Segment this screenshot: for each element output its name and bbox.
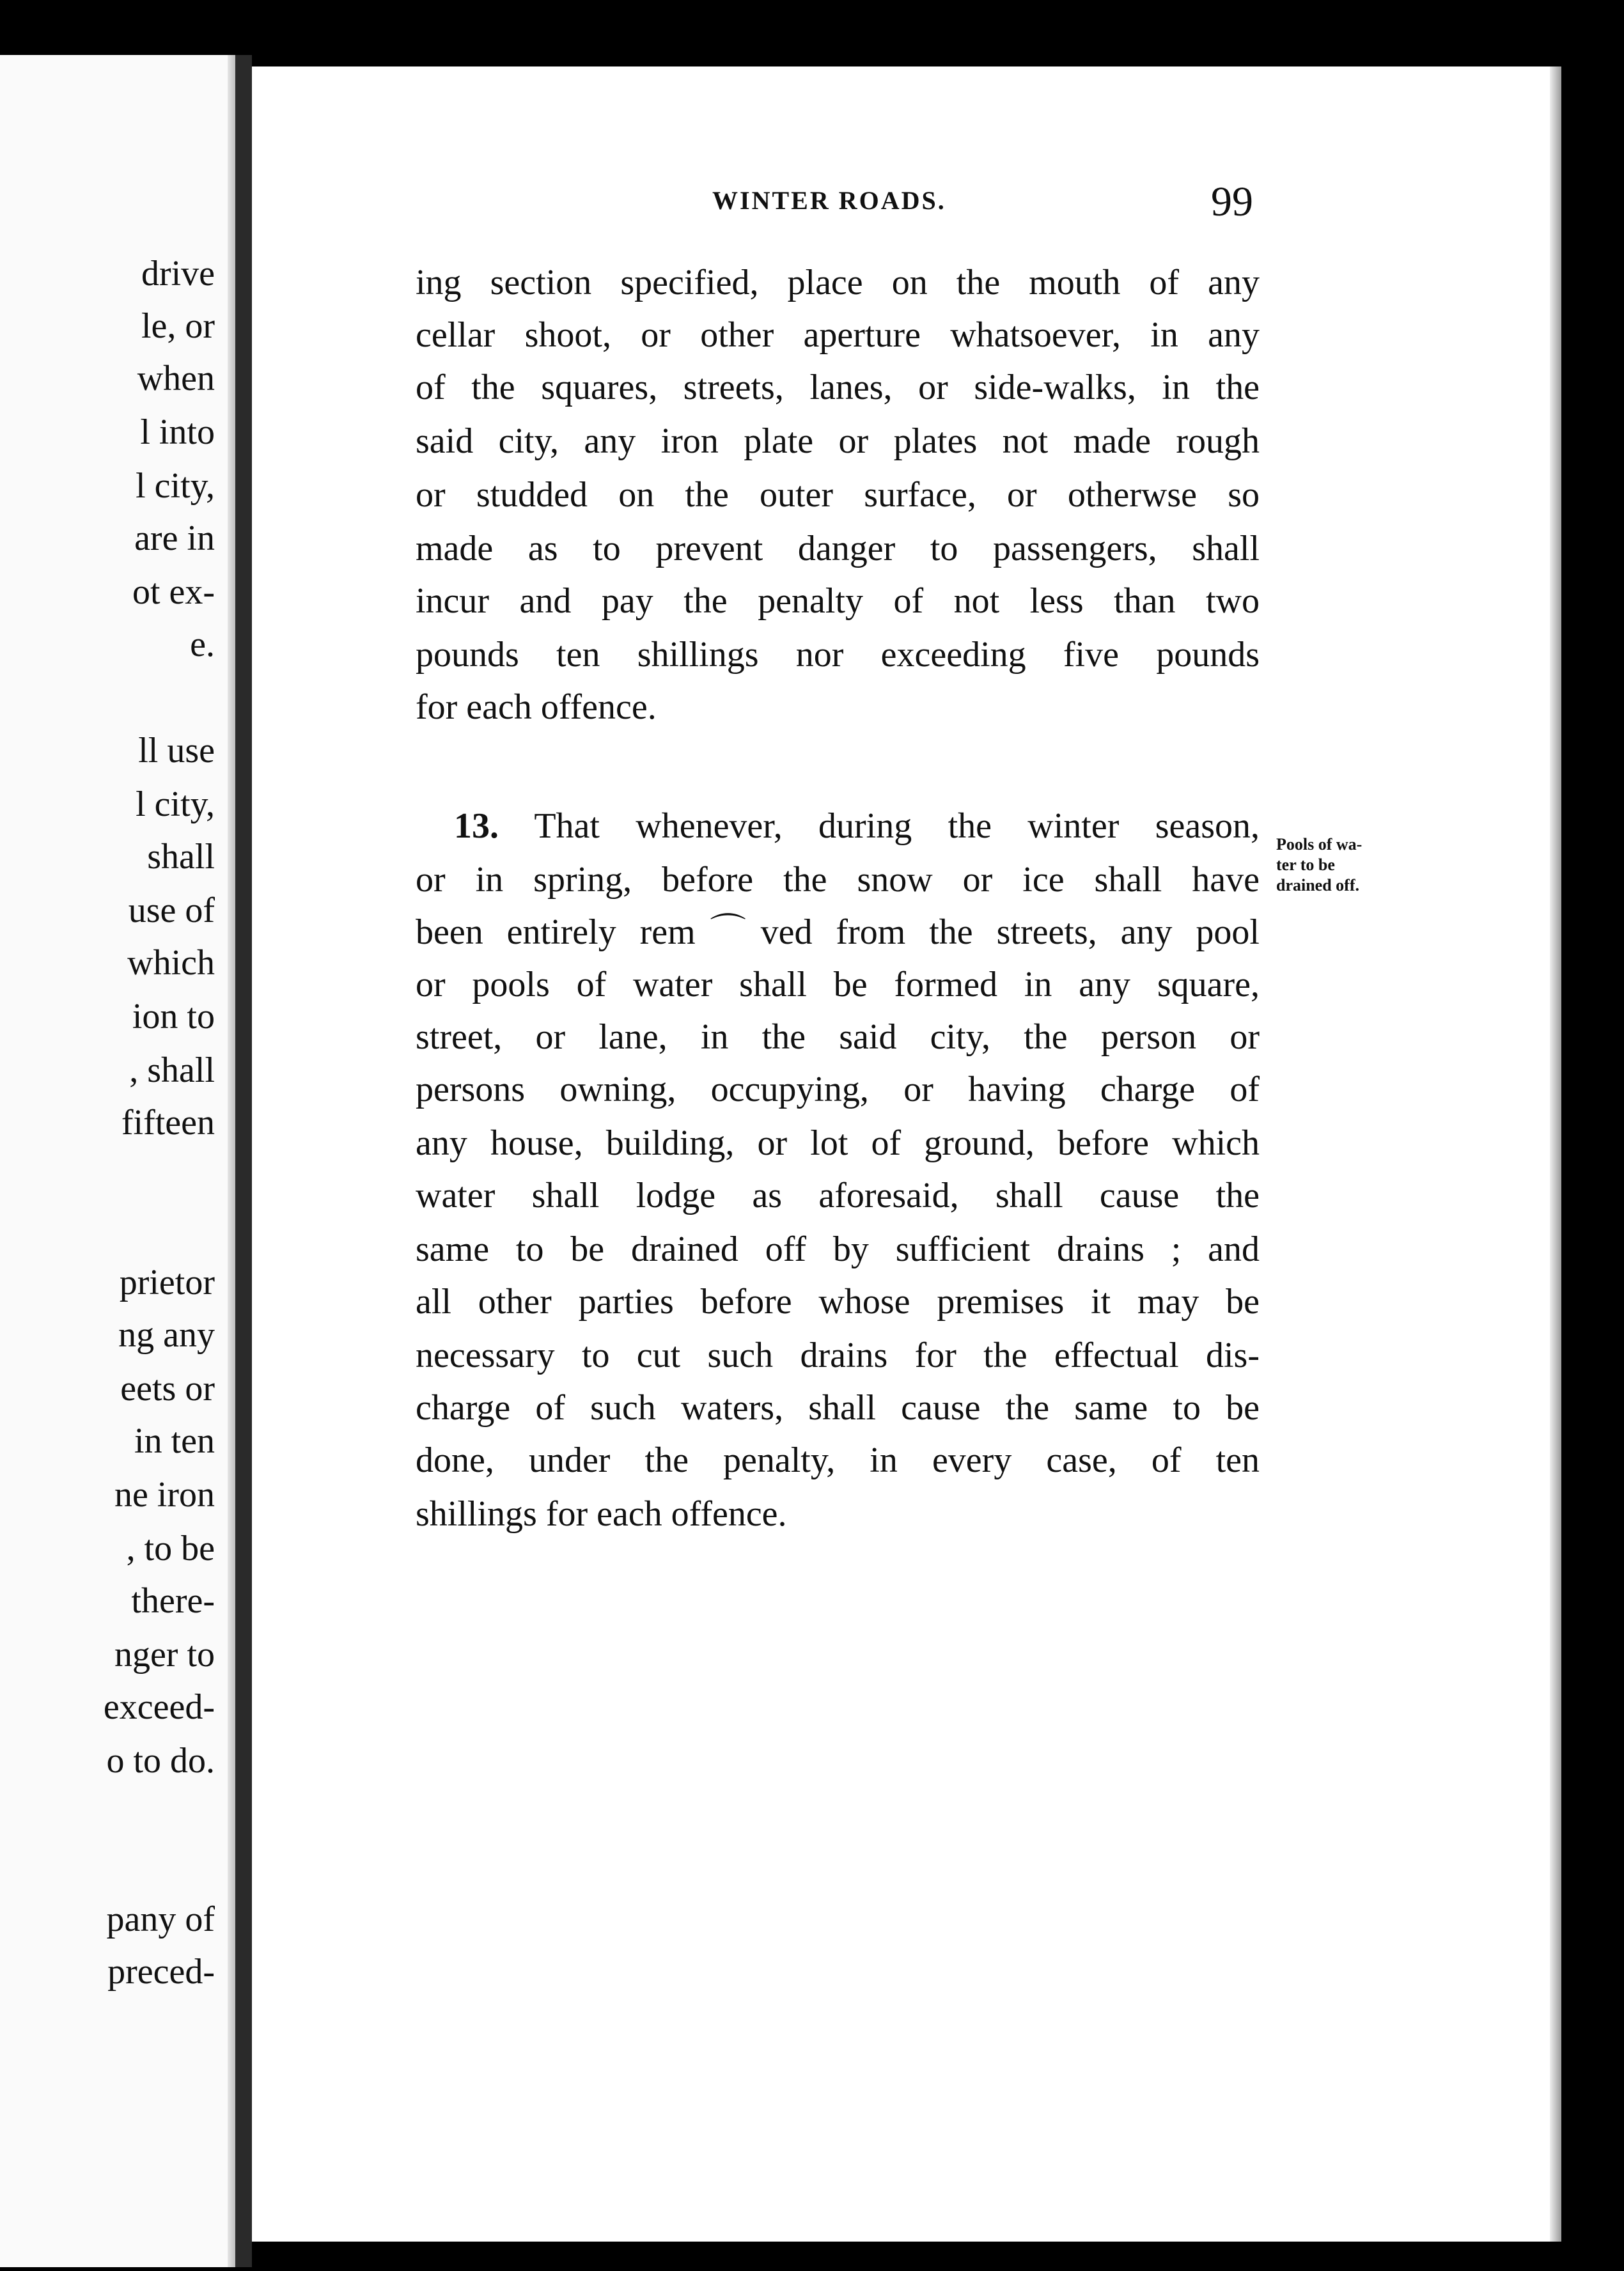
left-fragment: fifteen xyxy=(121,1103,215,1143)
left-fragment: which xyxy=(127,943,215,983)
text-line: or in spring, before the snow or ice shall have xyxy=(416,860,1260,900)
text-line: made as to prevent danger to passengers, shall xyxy=(416,529,1260,568)
left-fragment: are in xyxy=(134,519,215,558)
running-head-title: WINTER ROADS. xyxy=(712,186,946,215)
left-fragment: pany of xyxy=(106,1900,215,1939)
text-line: pounds ten shillings nor exceeding five pounds xyxy=(416,635,1260,675)
text-line: water shall lodge as aforesaid, shall cause the xyxy=(416,1176,1260,1215)
margin-note-line: drained off. xyxy=(1276,876,1359,894)
text-line: or pools of water shall be formed in any square, xyxy=(416,965,1260,1004)
text-line: street, or lane, in the said city, the person or xyxy=(416,1017,1260,1057)
left-fragment: in ten xyxy=(134,1421,215,1461)
section-13-first-line xyxy=(454,808,1260,844)
section-13-first-text: That whenever, during the winter season, xyxy=(534,806,1260,846)
left-page-edge xyxy=(228,55,235,2267)
left-fragment: o to do. xyxy=(106,1741,215,1781)
section-number: 13. xyxy=(454,806,499,846)
text-line: same to be drained off by sufficient drains ; and xyxy=(416,1229,1260,1269)
left-fragment: e. xyxy=(190,625,215,664)
left-page xyxy=(0,55,235,2267)
margin-note-line: ter to be xyxy=(1276,855,1335,874)
text-line: persons owning, occupying, or having charge of xyxy=(416,1070,1260,1109)
text-line: cellar shoot, or other aperture whatsoever, in any xyxy=(416,315,1260,355)
left-fragment: use of xyxy=(128,891,215,930)
book-gutter xyxy=(235,55,252,2267)
left-fragment: shall xyxy=(147,837,215,877)
left-fragment: ne iron xyxy=(114,1475,215,1515)
left-fragment: ion to xyxy=(132,997,215,1036)
left-fragment: , to be xyxy=(126,1529,215,1568)
text-line: charge of such waters, shall cause the same to be xyxy=(416,1388,1260,1428)
left-fragment: ng any xyxy=(118,1315,215,1355)
left-fragment: l into xyxy=(140,412,215,452)
page-number: 99 xyxy=(1211,178,1253,225)
left-fragment: eets or xyxy=(120,1369,215,1409)
left-fragment: when xyxy=(137,359,215,398)
text-line: all other parties before whose premises it may be xyxy=(416,1282,1260,1322)
text-line: for each offence. xyxy=(416,687,657,727)
right-page xyxy=(252,66,1561,2242)
text-line: shillings for each offence. xyxy=(416,1494,787,1534)
left-fragment: , shall xyxy=(129,1050,215,1090)
text-line: incur and pay the penalty of not less than two xyxy=(416,581,1260,621)
left-fragment: nger to xyxy=(114,1635,215,1674)
text-line: any house, building, or lot of ground, before which xyxy=(416,1123,1260,1163)
left-fragment: ot ex- xyxy=(132,572,215,612)
text-line: been entirely rem⌒ved from the streets, any pool xyxy=(416,912,1260,952)
left-fragment: there- xyxy=(131,1581,215,1621)
text-line: necessary to cut such drains for the effectual dis- xyxy=(416,1336,1260,1375)
left-fragment: ll use xyxy=(138,731,215,770)
left-fragment: prietor xyxy=(119,1263,215,1302)
left-fragment: l city, xyxy=(136,784,215,824)
left-fragment: le, or xyxy=(141,306,215,346)
left-fragment: exceed- xyxy=(103,1687,215,1727)
text-line: of the squares, streets, lanes, or side-walks, in the xyxy=(416,368,1260,407)
text-line: said city, any iron plate or plates not made rough xyxy=(416,421,1260,461)
text-line: ing section specified, place on the mouth of any xyxy=(416,263,1260,302)
text-line: done, under the penalty, in every case, of ten xyxy=(416,1440,1260,1480)
left-fragment: preced- xyxy=(107,1952,215,1992)
left-fragment: drive xyxy=(141,254,215,293)
left-fragment: l city, xyxy=(136,466,215,506)
text-line: or studded on the outer surface, or otherwse so xyxy=(416,475,1260,515)
margin-note-line: Pools of wa- xyxy=(1276,835,1362,854)
